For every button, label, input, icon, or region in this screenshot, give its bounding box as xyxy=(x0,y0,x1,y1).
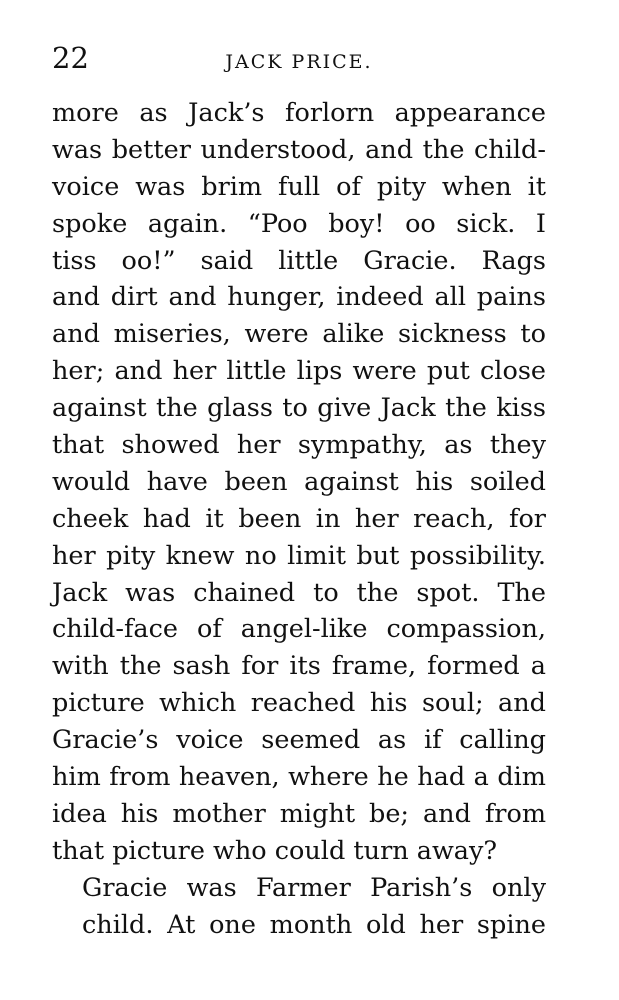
body-text xyxy=(52,95,546,943)
text-line: spoke again. “Poo boy! oo sick. I xyxy=(52,208,546,239)
text-line: her pity knew no limit but possibility. xyxy=(52,540,546,571)
text-line: voice was brim full of pity when it xyxy=(52,171,546,202)
text-line: with the sash for its frame, formed a xyxy=(52,651,546,682)
page-number: 22 xyxy=(52,41,89,75)
text-line: tiss oo!” said little Gracie. Rags xyxy=(52,245,546,276)
text-line: that showed her sympathy, as they xyxy=(52,430,546,461)
text-line: picture which reached his soul; and xyxy=(52,688,546,719)
paragraph-1 xyxy=(52,95,546,870)
text-line: would have been against his soiled xyxy=(52,466,546,497)
text-line: against the glass to give Jack the kiss xyxy=(52,393,546,424)
text-line: her; and her little lips were put close xyxy=(52,356,546,387)
text-line: cheek had it been in her reach, for xyxy=(52,503,546,534)
text-line: him from heaven, where he had a dim xyxy=(52,762,546,793)
running-title: JACK PRICE. xyxy=(225,51,373,73)
text-line: child-face of angel-like compassion, xyxy=(52,614,546,645)
text-line: was better understood, and the child- xyxy=(52,134,546,165)
text-line: more as Jack’s forlorn appearance xyxy=(52,98,546,128)
paragraph-2 xyxy=(52,870,546,944)
text-line: and miseries, were alike sickness to xyxy=(52,319,546,350)
text-line: Gracie was Farmer Parish’s only xyxy=(82,872,546,903)
text-line: and dirt and hunger, indeed all pains xyxy=(52,282,546,313)
text-line: Jack was chained to the spot. The xyxy=(52,577,546,608)
page-header xyxy=(52,38,546,78)
text-line: child. At one month old her spine xyxy=(82,909,546,940)
text-line: idea his mother might be; and from xyxy=(52,798,546,829)
text-line: that picture who could turn away? xyxy=(52,835,498,866)
text-line: Gracie’s voice seemed as if calling xyxy=(52,725,546,756)
